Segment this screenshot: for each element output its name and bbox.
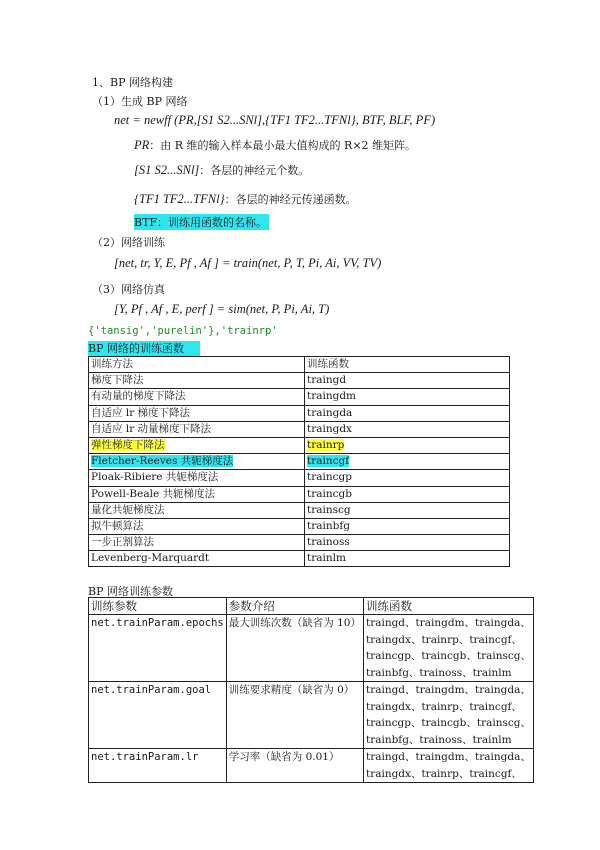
function-cell: traingda (305, 405, 510, 421)
desc-cell: 最大训练次数（缺省为 10） (226, 615, 363, 682)
desc-pr (134, 137, 416, 153)
function-cell: trainbfg (305, 518, 510, 534)
code-snippet: {'tansig','purelin'},'trainrp' (88, 325, 278, 337)
method-cell: Powell-Beale 共轭梯度法 (89, 486, 305, 502)
method-cell (89, 437, 305, 453)
table2-caption: BP 网络训练参数 (88, 585, 173, 598)
header-cell: 参数介绍 (226, 598, 363, 615)
functions-cell (363, 749, 533, 783)
subheading-train: （2）网络训练 (92, 236, 165, 249)
table-row (89, 405, 510, 421)
desc-tf-symbol: {TF1 TF2...TFNl} (134, 192, 225, 206)
desc-s-text: ：各层的神经元个数。 (199, 164, 310, 177)
header-cell: 训练方法 (89, 357, 305, 373)
functions-cell (363, 682, 533, 749)
table-row (89, 454, 510, 470)
table1-caption: BP 网络的训练函数 (88, 341, 200, 356)
table-row (89, 551, 510, 567)
functions-line: traingdx、trainrp、traincgf、 (365, 700, 522, 713)
function-cell: traingd (305, 373, 510, 389)
highlighted-method: 弹性梯度下降法 (91, 438, 165, 451)
functions-line: traincgp、traincgb、trainscg、 (365, 717, 531, 729)
desc-pr-symbol: PR (134, 138, 150, 152)
method-cell: 梯度下降法 (89, 373, 305, 389)
desc-tf (134, 191, 357, 207)
highlighted-function: traincgf (307, 455, 350, 468)
function-cell: traincgp (305, 470, 510, 486)
functions-line: traingd、traingdm、traingda、 (365, 751, 531, 763)
table-row (89, 470, 510, 486)
function-cell: trainlm (305, 551, 510, 567)
param-cell: net.trainParam.lr (89, 749, 227, 783)
functions-line: traingd、traingdm、traingda、 (365, 684, 531, 696)
method-cell: 量化共轭梯度法 (89, 502, 305, 518)
function-cell: trainoss (305, 535, 510, 551)
method-cell: 自适应 lr 动量梯度下降法 (89, 421, 305, 437)
desc-cell: 学习率（缺省为 0.01） (226, 749, 363, 783)
desc-tf-text: ：各层的神经元传递函数。 (224, 193, 357, 206)
section-heading: 1、BP 网络构建 (92, 76, 173, 89)
table-row (89, 421, 510, 437)
highlighted-function: trainrp (307, 438, 345, 451)
function-cell: trainscg (305, 502, 510, 518)
method-cell: 一步正割算法 (89, 535, 305, 551)
desc-cell: 训练要求精度（缺省为 0） (226, 682, 363, 749)
method-cell (89, 454, 305, 470)
method-cell: Ploak-Ribiere 共轭梯度法 (89, 470, 305, 486)
method-cell: 拟牛顿算法 (89, 518, 305, 534)
desc-s-symbol: [S1 S2...SNl] (134, 163, 200, 177)
desc-btf: BTF：训练用函数的名称。 (134, 216, 268, 229)
functions-line: trainbfg、trainoss、trainlm (365, 666, 512, 679)
header-cell: 训练函数 (363, 598, 533, 615)
method-cell: 有动量的梯度下降法 (89, 389, 305, 405)
subheading-sim: （3）网络仿真 (92, 283, 165, 296)
param-cell: net.trainParam.epochs (89, 615, 227, 682)
functions-line: traingdx、trainrp、traincgf、 (365, 633, 522, 646)
training-parameters-table (88, 597, 534, 783)
function-cell: traincgb (305, 486, 510, 502)
table-row (89, 389, 510, 405)
table-row (89, 518, 510, 534)
formula-sim: [Y, Pf , Af , E, perf ] = sim(net, P, Pi, Ai, T) (114, 302, 330, 316)
table-row (89, 486, 510, 502)
desc-s (134, 162, 309, 178)
functions-line: traincgp、traincgb、trainscg、 (365, 650, 531, 662)
table-row (89, 437, 510, 453)
param-cell: net.trainParam.goal (89, 682, 227, 749)
table-header-row (89, 598, 534, 615)
highlighted-method: Fletcher-Reeves 共轭梯度法 (91, 455, 234, 468)
functions-cell (363, 615, 533, 682)
desc-pr-text: ：由 R 维的输入样本最小最大值构成的 R×2 维矩阵。 (149, 139, 417, 152)
functions-line: traingd、traingdm、traingda、 (365, 617, 531, 629)
table-row (89, 373, 510, 389)
header-cell: 训练参数 (89, 598, 227, 615)
method-cell: 自适应 lr 梯度下降法 (89, 405, 305, 421)
function-cell (305, 437, 510, 453)
table-row (89, 749, 534, 783)
function-cell: traingdm (305, 389, 510, 405)
table-row (89, 535, 510, 551)
header-cell: 训练函数 (305, 357, 510, 373)
training-functions-table (88, 356, 510, 567)
subheading-create: （1）生成 BP 网络 (92, 95, 188, 108)
formula-newff: net = newff (PR,[S1 S2...SNl],{TF1 TF2...TFNl}, BTF, BLF, PF) (114, 113, 436, 127)
function-cell: traingdx (305, 421, 510, 437)
functions-line: trainbfg、trainoss、trainlm (365, 733, 512, 746)
function-cell (305, 454, 510, 470)
functions-line: traingdx、trainrp、traincgf、 (365, 767, 522, 780)
table-header-row (89, 357, 510, 373)
table-row (89, 615, 534, 682)
method-cell: Levenberg-Marquardt (89, 551, 305, 567)
table-row (89, 502, 510, 518)
table-row (89, 682, 534, 749)
formula-train: [net, tr, Y, E, Pf , Af ] = train(net, P, T, Pi, Ai, VV, TV) (114, 256, 382, 270)
